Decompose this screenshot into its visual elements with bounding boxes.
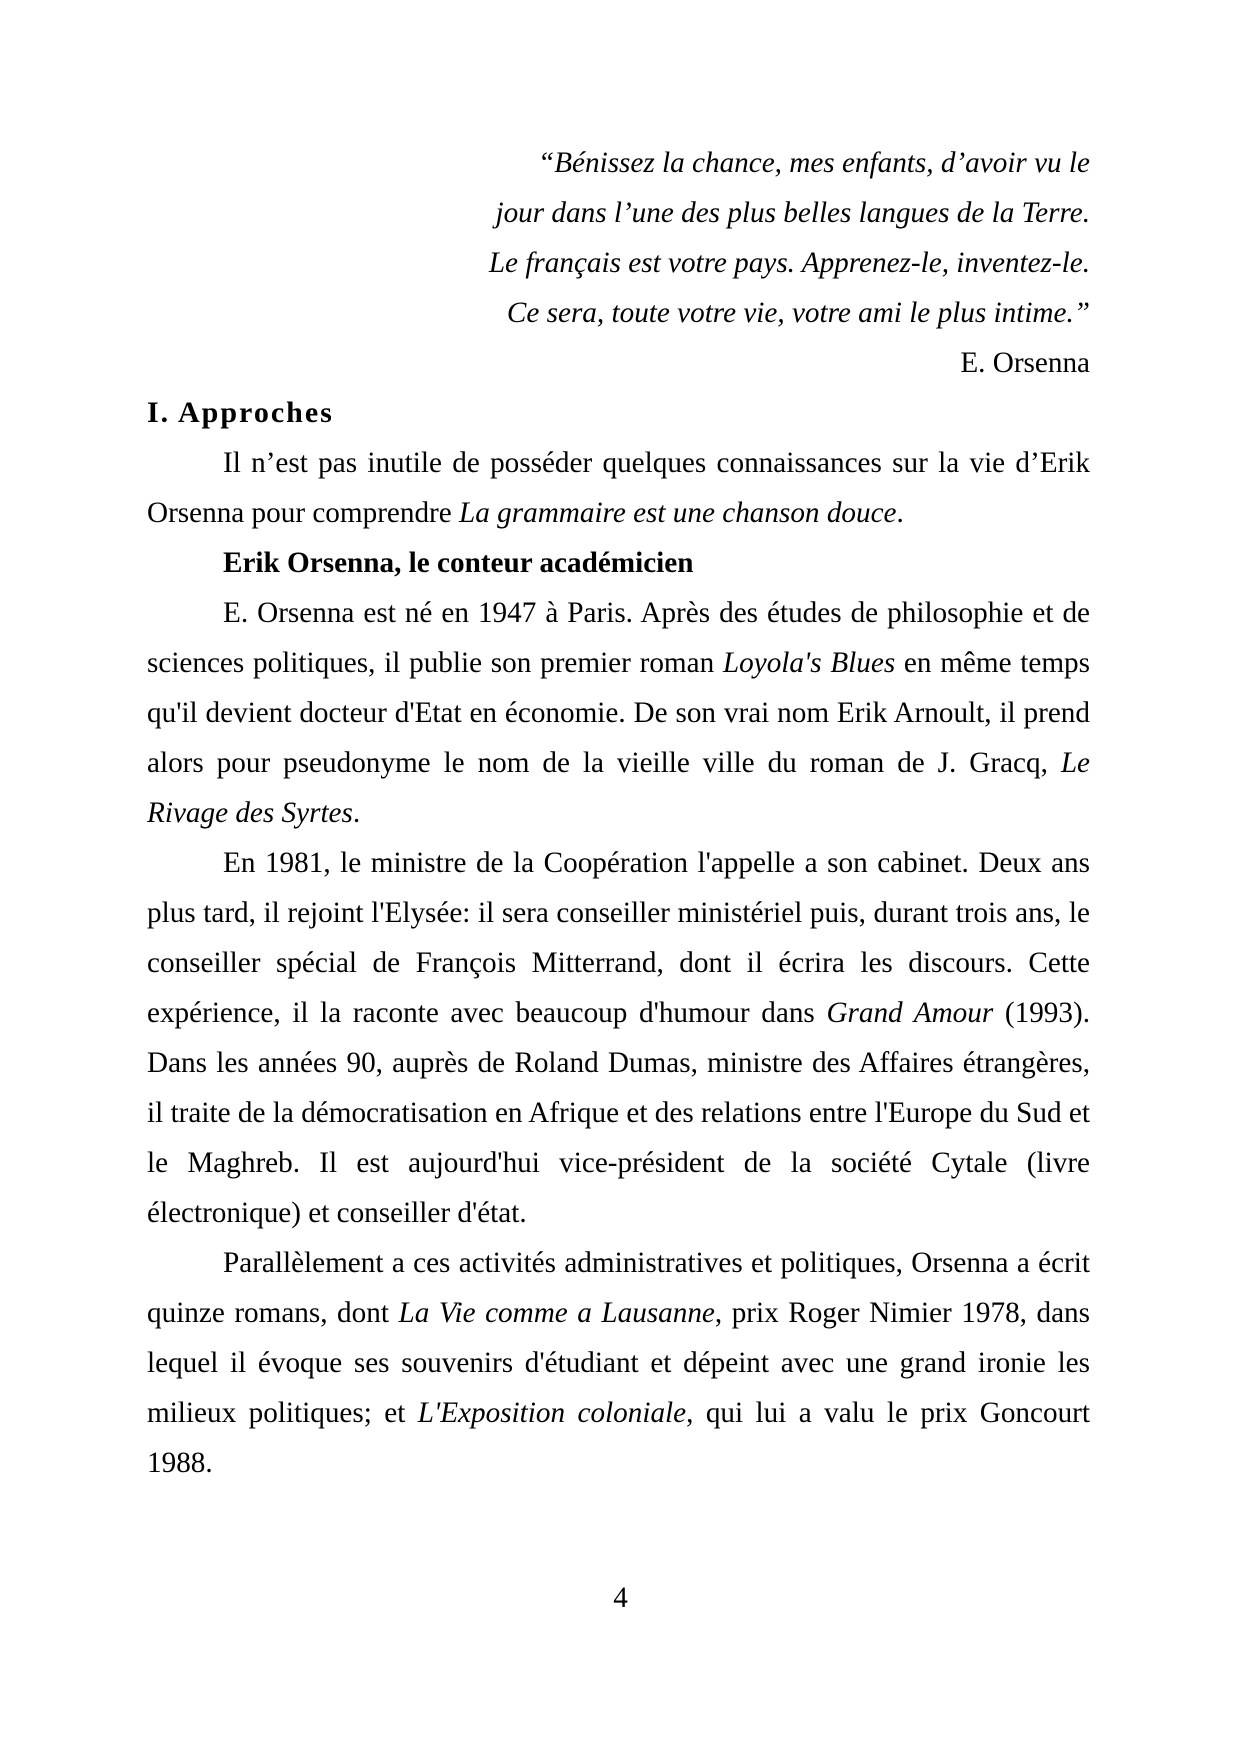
paragraph [147, 588, 1090, 838]
quote-line: Le français est votre pays. Apprenez-le, inventez-le. [488, 247, 1090, 279]
text-run: en même temps qu'il devient docteur d'Etat en économie. De son vrai nom Erik Arnoult, il prend alors pour pseudonyme le nom de la vieille ville du roman de J. Gracq, [147, 647, 1090, 779]
paragraph [147, 438, 1090, 538]
book-title: L'Exposition coloniale [417, 1397, 687, 1429]
page-number: 4 [613, 1582, 628, 1614]
quote-line: jour dans l’une des plus belles langues de la Terre. [495, 197, 1090, 229]
book-title: La Vie comme a Lausanne [398, 1297, 715, 1329]
text-run: En 1981, le ministre de la Coopération l'appelle a son cabinet. Deux ans plus tard, il rejoint l'Elysée: il sera conseiller ministériel puis, durant trois ans, le conseiller spécial de François Mitterrand, dont il écrira les discours. Cette expérience, il la raconte avec beaucoup d'humour dans [147, 847, 1090, 1029]
paragraph [147, 1238, 1090, 1488]
paragraph [147, 838, 1090, 1238]
book-title: Grand Amour [826, 997, 994, 1029]
text-run: . [896, 497, 904, 529]
book-title: Loyola's Blues [722, 647, 896, 679]
text-run: . [352, 797, 361, 829]
document-body [147, 438, 1090, 1488]
section-heading: I. Approches [147, 396, 334, 429]
text-run: (1993). Dans les années 90, auprès de Roland Dumas, ministre des Affaires étrangères, il traite de la démocratisation en Afrique et des relations entre l'Europe du Sud et le Maghreb. Il est aujourd'hui vice-président de la société Cytale (livre électronique) et conseiller d'état. [147, 997, 1090, 1229]
quote-attribution: E. Orsenna [960, 347, 1090, 379]
subheading: Erik Orsenna, le conteur académicien [223, 547, 694, 579]
quote-line: Ce sera, toute votre vie, votre ami le plus intime.” [506, 297, 1090, 329]
text-run: , qui lui a valu le prix Goncourt 1988. [147, 1397, 1090, 1479]
text-run: , prix Roger Nimier 1978, dans lequel il évoque ses souvenirs d'étudiant et dépeint avec une grand ironie les milieux politiques; et [147, 1297, 1090, 1429]
quote-line: “Bénissez la chance, mes enfants, d’avoir vu le [537, 147, 1090, 179]
book-title: La grammaire est une chanson douce [459, 497, 897, 529]
text-run: Il n’est pas inutile de posséder quelques connaissances sur la vie d’Erik Orsenna pour comprendre [147, 447, 1090, 529]
book-title: Le Rivage des Syrtes [147, 747, 1090, 829]
quote-block [147, 138, 1090, 338]
text-run: E. Orsenna est né en 1947 à Paris. Après des études de philosophie et de sciences politiques, il publie son premier roman [147, 597, 1090, 679]
text-run: Parallèlement a ces activités administratives et politiques, Orsenna a écrit quinze romans, dont [147, 1247, 1090, 1329]
